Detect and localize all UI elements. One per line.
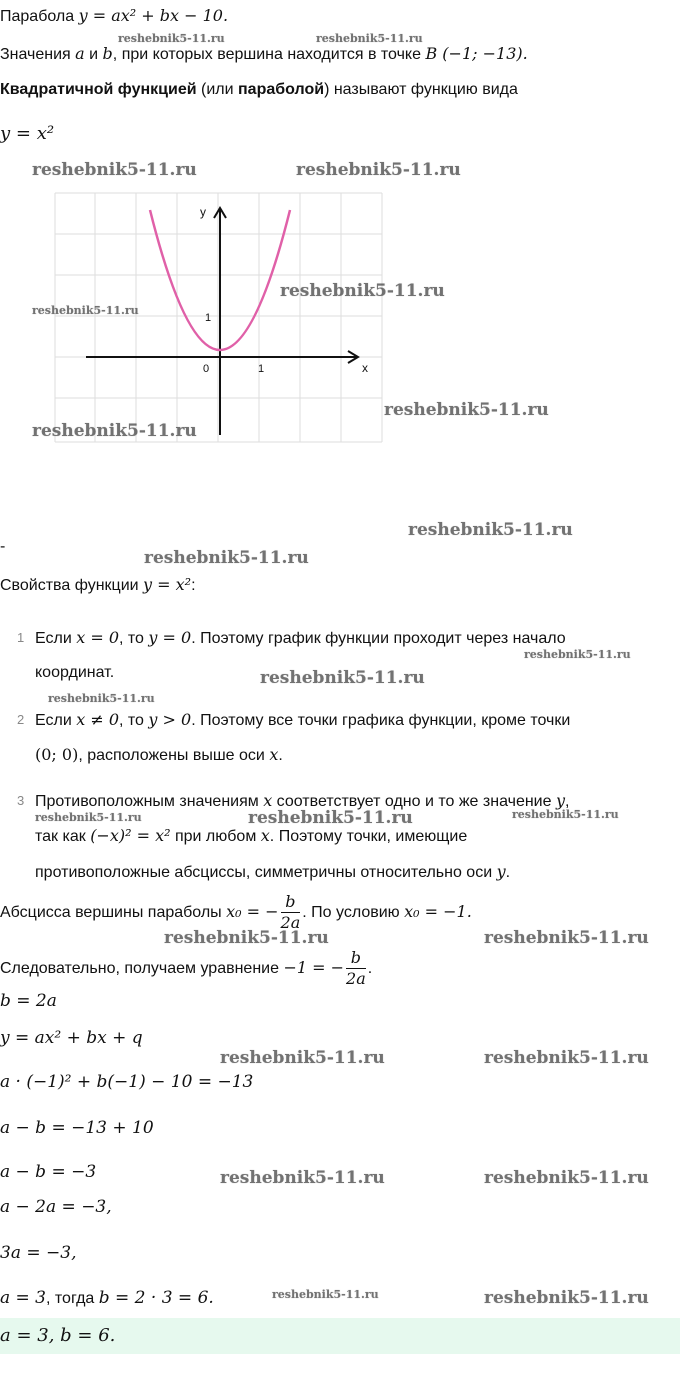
formula-main: y = x² [0,123,55,144]
watermark: reshebnik5-11.ru [484,1168,649,1188]
property-1-line-2: координат. [35,664,115,681]
x-axis-label: x [362,361,368,375]
list-item-number: 1 [17,630,25,645]
watermark: reshebnik5-11.ru [524,648,631,661]
property-2-line-2: (0; 0), расположены выше оси x. [35,745,283,764]
watermark: reshebnik5-11.ru [296,160,461,180]
watermark: reshebnik5-11.ru [48,692,155,705]
watermark: reshebnik5-11.ru [484,928,649,948]
answer-text: a = 3, b = 6. [0,1325,116,1346]
graph-grid [55,193,382,442]
properties-title: Свойства функции y = x²: [0,575,196,594]
watermark: reshebnik5-11.ru [32,160,197,180]
solution-step: b = 2a [0,991,57,1011]
vertex-abscissa-line: Абсцисса вершины параболы x₀ = − $\frac{b}{2a}$ . По условию x₀ = −1. [0,892,472,933]
watermark: reshebnik5-11.ru [248,808,413,828]
property-1-line-1: Если x = 0, то y = 0. Поэтому график функции проходит через начало [35,628,566,647]
watermark: reshebnik5-11.ru [512,808,619,821]
watermark: reshebnik5-11.ru [484,1048,649,1068]
watermark: reshebnik5-11.ru [118,32,225,45]
list-item-number: 2 [17,712,25,727]
property-3-line-1: Противоположным значениям x соответствует одно и то же значение y, [35,791,570,810]
y-axis-label: y [200,205,206,219]
equation-line: Следовательно, получаем уравнение −1 = − $\frac{b}{2a}$ . [0,948,373,989]
watermark: reshebnik5-11.ru [220,1168,385,1188]
fraction-b-over-2a: $\frac{b}{2a}$ [280,892,301,933]
solution-step: a − b = −3 [0,1162,97,1182]
property-2-line-1: Если x ≠ 0, то y > 0. Поэтому все точки графика функции, кроме точки [35,710,571,729]
solution-step: 3a = −3, [0,1243,77,1263]
watermark: reshebnik5-11.ru [280,281,445,301]
watermark: reshebnik5-11.ru [220,1048,385,1068]
list-item-number: 3 [17,793,25,808]
solution-step: a − b = −13 + 10 [0,1118,154,1138]
watermark: reshebnik5-11.ru [144,548,309,568]
definition-text: Квадратичной функцией (или параболой) называют функцию вида [0,81,518,98]
watermark: reshebnik5-11.ru [32,304,139,317]
parabola-graph [40,190,390,445]
problem-formula: y = ax² + bx − 10. [78,6,229,25]
solution-step: a · (−1)² + b(−1) − 10 = −13 [0,1072,254,1092]
watermark: reshebnik5-11.ru [316,32,423,45]
fraction-b-over-2a: $\frac{b}{2a}$ [346,948,366,989]
tick-label-y-1: 1 [205,312,212,324]
watermark: reshebnik5-11.ru [164,928,329,948]
problem-line-1: Парабола y = ax² + bx − 10. [0,6,229,25]
property-3-line-2: так как (−x)² = x² при любом x. Поэтому точки, имеющие [35,826,468,845]
answer-box [0,1318,680,1354]
tick-label-x-1: 1 [258,363,265,375]
watermark: reshebnik5-11.ru [384,400,549,420]
watermark: reshebnik5-11.ru [35,811,142,824]
solution-step: a − 2a = −3, [0,1197,112,1217]
graph-axes [86,208,358,435]
solution-step-final: a = 3, тогда b = 2 · 3 = 6. [0,1288,214,1308]
property-3-line-3: противоположные абсциссы, симметричны относительно оси y. [35,862,511,881]
watermark: reshebnik5-11.ru [32,421,197,441]
watermark: reshebnik5-11.ru [408,520,573,540]
watermark: reshebnik5-11.ru [260,668,425,688]
watermark: reshebnik5-11.ru [272,1288,379,1301]
watermark: reshebnik5-11.ru [484,1288,649,1308]
problem-line-2: Значения a и b, при которых вершина находится в точке B (−1; −13). [0,44,528,63]
solution-step: y = ax² + bx + q [0,1028,143,1048]
point-b: B (−1; −13). [425,44,528,63]
separator-dash: - [0,538,6,555]
tick-label-origin: 0 [203,363,210,375]
